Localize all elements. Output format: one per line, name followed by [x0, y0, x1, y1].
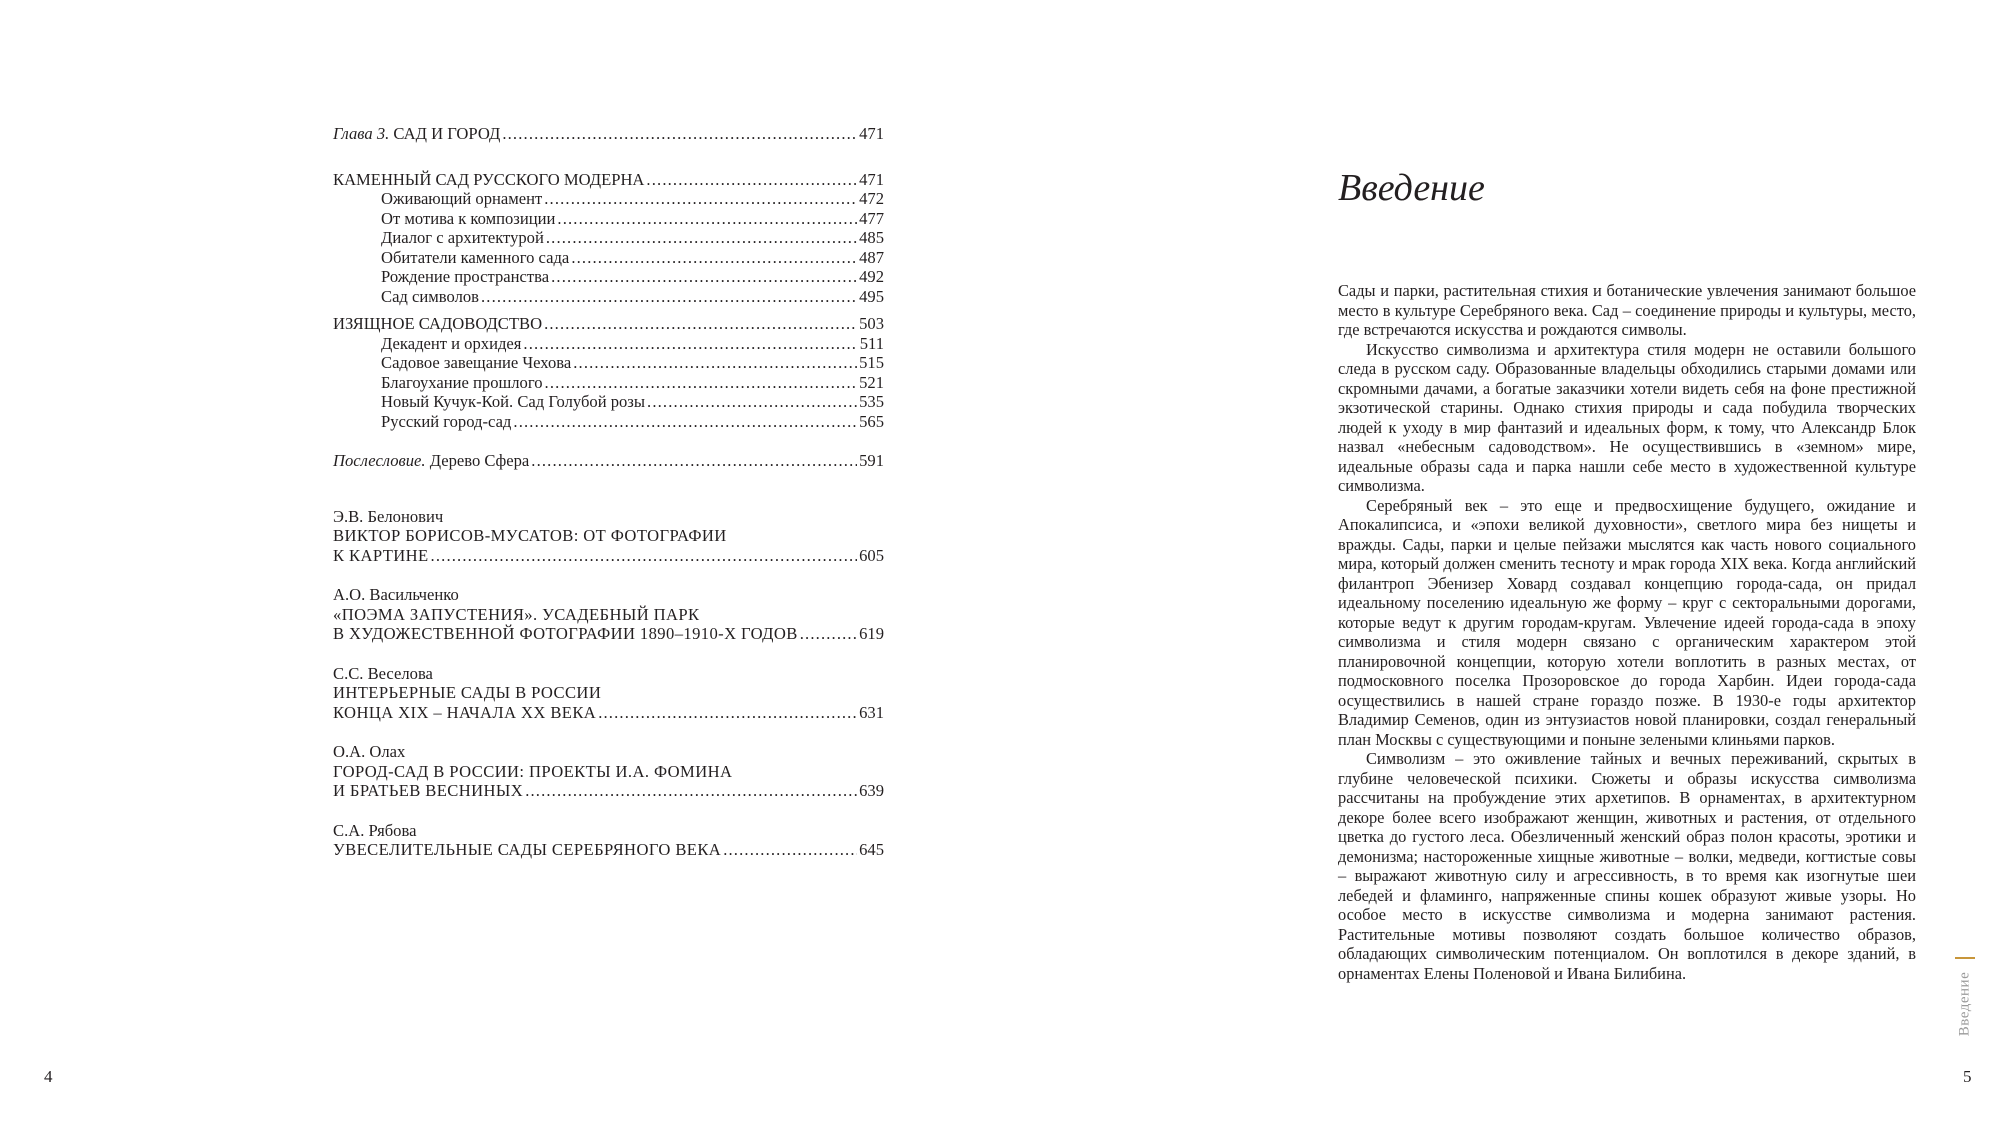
toc-item[interactable]: От мотива к композиции . . . 477	[333, 209, 884, 229]
toc-item[interactable]: Новый Кучук-Кой. Сад Голубой розы . . . 535	[333, 392, 884, 412]
article-author: С.А. Рябова	[333, 820, 417, 840]
page-ref: 605	[859, 545, 884, 565]
article-author: О.А. Олах	[333, 742, 406, 761]
toc-section-izyashnoe-sadovodstvo[interactable]: ИЗЯЩНОЕ САДОВОДСТВО . . . 503	[333, 314, 884, 334]
page-ref: 619	[859, 624, 884, 643]
toc-section-kamenny-sad[interactable]: КАМЕННЫЙ САД РУССКОГО МОДЕРНА . . . 471	[333, 170, 884, 190]
article-title-end[interactable]: УВЕСЕЛИТЕЛЬНЫЕ САДЫ СЕРЕБРЯНОГО ВЕКА . . . 645	[333, 840, 884, 860]
page-ref: 503	[859, 314, 884, 333]
accent-rule	[1955, 957, 1975, 959]
toc-item[interactable]: Обитатели каменного сада . . . 487	[333, 248, 884, 268]
page-number: 5	[1963, 1067, 1972, 1086]
toc-item[interactable]: Диалог с архитектурой . . . 485	[333, 228, 884, 248]
paragraph: Сады и парки, растительная стихия и ботанические увлечения занимают большое место в культуре Серебряного века. Сад – соединение природы и культуры, место, где встречаются искусства и рождаются символы.	[1338, 281, 1916, 339]
page-ref: 471	[859, 124, 884, 143]
toc-item[interactable]: Сад символов . . . 495	[333, 287, 884, 307]
toc-afterword[interactable]: Послесловие. Дерево Сфера . . . 591	[333, 451, 884, 471]
article-title-end[interactable]: КОНЦА XIX – НАЧАЛА XX ВЕКА . . . 631	[333, 703, 884, 723]
article-title-end[interactable]: К КАРТИНЕ . . . 605	[333, 546, 884, 566]
table-of-contents	[333, 124, 884, 860]
article-title[interactable]: ВИКТОР БОРИСОВ-МУСАТОВ: ОТ ФОТОГРАФИИ	[333, 526, 727, 545]
article-title[interactable]: ИНТЕРЬЕРНЫЕ САДЫ В РОССИИ	[333, 683, 602, 702]
toc-item[interactable]: Рождение пространства . . . 492	[333, 267, 884, 287]
toc-item[interactable]: Оживающий орнамент . . . 472	[333, 189, 884, 209]
article-author: А.О. Васильченко	[333, 585, 459, 604]
paragraph: Символизм – это оживление тайных и вечных переживаний, скрытых в глубине человеческой психики. Сюжеты и образы искусства символизма рассчитаны на пробуждение этих архетипов. В орнаментах, в архитектурном декоре более всего изображают женщин, животных и растения, от отдельного цветка до густого леса. Обезличенный женский образ полон красоты, эротики и демонизма; настороженные хищные животные – волки, медведи, когтистые совы – выражают животную силу и агрессивность, в то время как изогнутые шеи лебедей и фламинго, напряженные спины кошек образуют живые узоры. Но особое место в искусстве символизма и модерна занимают растения. Растительные мотивы позволяют создать большое количество образов, обладающих символическим потенциалом. Он воплотился в декоре зданий, в орнаментах Елены Поленовой и Ивана Билибина.	[1338, 749, 1916, 983]
toc-item[interactable]: Благоухание прошлого . . . 521	[333, 373, 884, 393]
article-author: Э.В. Белонович	[333, 506, 444, 526]
page-ref: 631	[859, 702, 884, 722]
article-title[interactable]: ГОРОД-САД В РОССИИ: ПРОЕКТЫ И.А. ФОМИНА	[333, 761, 733, 781]
page-number: 4	[44, 1067, 53, 1086]
paragraph: Серебряный век – это еще и предвосхищение будущего, ожидание и Апокалипсиса, и «эпохи великой духовности», светлого мира без нищеты и вражды. Сады, парки и целые пейзажи мыслятся как часть нового социального мира, который должен сменить тесноту и мрак города XIX века. Когда английский филантроп Эбенизер Ховард создавал концепцию города-сада, он придал идеальному поселению идеальную же форму – круг с секторальными дорогами, которые ведут к другим городам-кругам. Увлечение идеей города-сада в эпоху символизма и стиля модерн связано с органическим характером этой планировочной концепции, которую хотели воплотить в разных местах, от подмосковного поселка Прозоровское до города Харбин. Идеи города-сада осуществились в нашей стране гораздо позже. В 1930-е годы архитектор Владимир Семенов, один из энтузиастов новой планировки, создал генеральный план Москвы с существующими и поныне зелеными клиньями парков.	[1338, 495, 1916, 749]
page-ref: 471	[859, 169, 884, 189]
page-ref: 591	[859, 451, 884, 470]
right-page	[1000, 0, 2000, 1136]
page-ref: 639	[859, 781, 884, 800]
page-title: Введение	[1338, 167, 1485, 209]
toc-chapter-3[interactable]: Глава 3. САД И ГОРОД . . . 471	[333, 124, 884, 144]
intro-text	[1338, 281, 1916, 983]
toc-item[interactable]: Русский город-сад . . . 565	[333, 412, 884, 432]
running-head: Введение	[1956, 971, 1973, 1037]
toc-item[interactable]: Декадент и орхидея . . . 511	[333, 334, 884, 354]
article-title-end[interactable]: И БРАТЬЕВ ВЕСНИНЫХ . . . 639	[333, 781, 884, 801]
article-title-end[interactable]: В ХУДОЖЕСТВЕННОЙ ФОТОГРАФИИ 1890–1910-Х ГОДОВ . . . 619	[333, 624, 884, 644]
toc-item[interactable]: Садовое завещание Чехова . . . 515	[333, 353, 884, 373]
article-author: С.С. Веселова	[333, 663, 433, 683]
paragraph: Искусство символизма и архитектура стиля модерн не оставили большого следа в русском саду. Образованные владельцы обходились старыми домами или скромными дачами, а богатые заказчики хотели видеть себя на фоне престижной экзотической старины. Однако стихия природы и сада побудила творческих людей к уходу в мир фантазий и идеальных форм, к тому, что Александр Блок назвал «небесным садоводством». Не осуществившись в «земном» мире, идеальные образы сада и парка нашли себе место в художественной культуре символизма.	[1338, 339, 1916, 495]
article-title[interactable]: «ПОЭМА ЗАПУСТЕНИЯ». УСАДЕБНЫЙ ПАРК	[333, 604, 700, 624]
page-ref: 645	[859, 840, 884, 859]
